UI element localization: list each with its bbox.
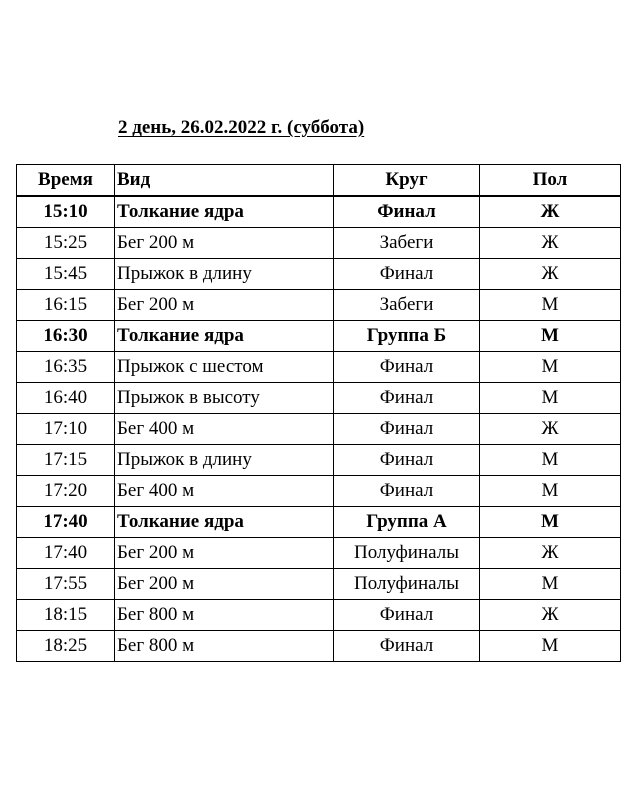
cell-time: 15:25 [17,228,115,259]
cell-sex: М [480,569,621,600]
cell-event: Толкание ядра [115,507,334,538]
cell-round: Финал [334,383,480,414]
cell-time: 17:10 [17,414,115,445]
cell-event: Толкание ядра [115,196,334,228]
cell-round: Забеги [334,290,480,321]
cell-round: Финал [334,196,480,228]
cell-event: Прыжок в длину [115,259,334,290]
cell-time: 17:15 [17,445,115,476]
cell-time: 17:40 [17,538,115,569]
cell-time: 16:15 [17,290,115,321]
cell-round: Группа Б [334,321,480,352]
table-row [17,600,621,631]
table-row [17,631,621,662]
cell-round: Финал [334,259,480,290]
cell-event: Бег 200 м [115,290,334,321]
cell-time: 18:25 [17,631,115,662]
cell-event: Бег 200 м [115,569,334,600]
table-row [17,507,621,538]
cell-event: Бег 200 м [115,538,334,569]
table-row [17,569,621,600]
cell-time: 15:10 [17,196,115,228]
cell-time: 17:20 [17,476,115,507]
cell-sex: М [480,290,621,321]
table-row [17,445,621,476]
header-time: Время [17,165,115,197]
cell-sex: Ж [480,414,621,445]
table-row [17,228,621,259]
cell-event: Бег 800 м [115,600,334,631]
cell-time: 16:30 [17,321,115,352]
table-row [17,321,621,352]
cell-event: Бег 800 м [115,631,334,662]
cell-time: 17:40 [17,507,115,538]
table-header-row [17,165,621,197]
header-round: Круг [334,165,480,197]
table-row [17,476,621,507]
cell-event: Прыжок с шестом [115,352,334,383]
table-row [17,259,621,290]
cell-sex: М [480,383,621,414]
table-row [17,290,621,321]
table-row [17,414,621,445]
cell-sex: М [480,352,621,383]
cell-event: Бег 400 м [115,476,334,507]
header-event: Вид [115,165,334,197]
cell-round: Финал [334,352,480,383]
cell-time: 17:55 [17,569,115,600]
table-row [17,352,621,383]
cell-round: Забеги [334,228,480,259]
cell-sex: М [480,631,621,662]
cell-round: Полуфиналы [334,569,480,600]
cell-event: Бег 200 м [115,228,334,259]
cell-sex: Ж [480,600,621,631]
cell-round: Финал [334,414,480,445]
table-row [17,196,621,228]
cell-time: 18:15 [17,600,115,631]
cell-round: Финал [334,631,480,662]
cell-time: 15:45 [17,259,115,290]
cell-sex: Ж [480,259,621,290]
cell-sex: Ж [480,196,621,228]
cell-sex: Ж [480,538,621,569]
schedule-body [17,196,621,662]
cell-round: Полуфиналы [334,538,480,569]
cell-event: Прыжок в высоту [115,383,334,414]
cell-round: Финал [334,476,480,507]
cell-sex: М [480,507,621,538]
cell-sex: Ж [480,228,621,259]
cell-time: 16:40 [17,383,115,414]
cell-round: Финал [334,600,480,631]
cell-time: 16:35 [17,352,115,383]
table-row [17,538,621,569]
cell-event: Бег 400 м [115,414,334,445]
cell-sex: М [480,445,621,476]
cell-sex: М [480,321,621,352]
page-title: 2 день, 26.02.2022 г. (суббота) [118,117,365,138]
header-sex: Пол [480,165,621,197]
cell-sex: М [480,476,621,507]
schedule-table [16,164,621,662]
cell-event: Толкание ядра [115,321,334,352]
table-row [17,383,621,414]
cell-event: Прыжок в длину [115,445,334,476]
cell-round: Группа А [334,507,480,538]
cell-round: Финал [334,445,480,476]
